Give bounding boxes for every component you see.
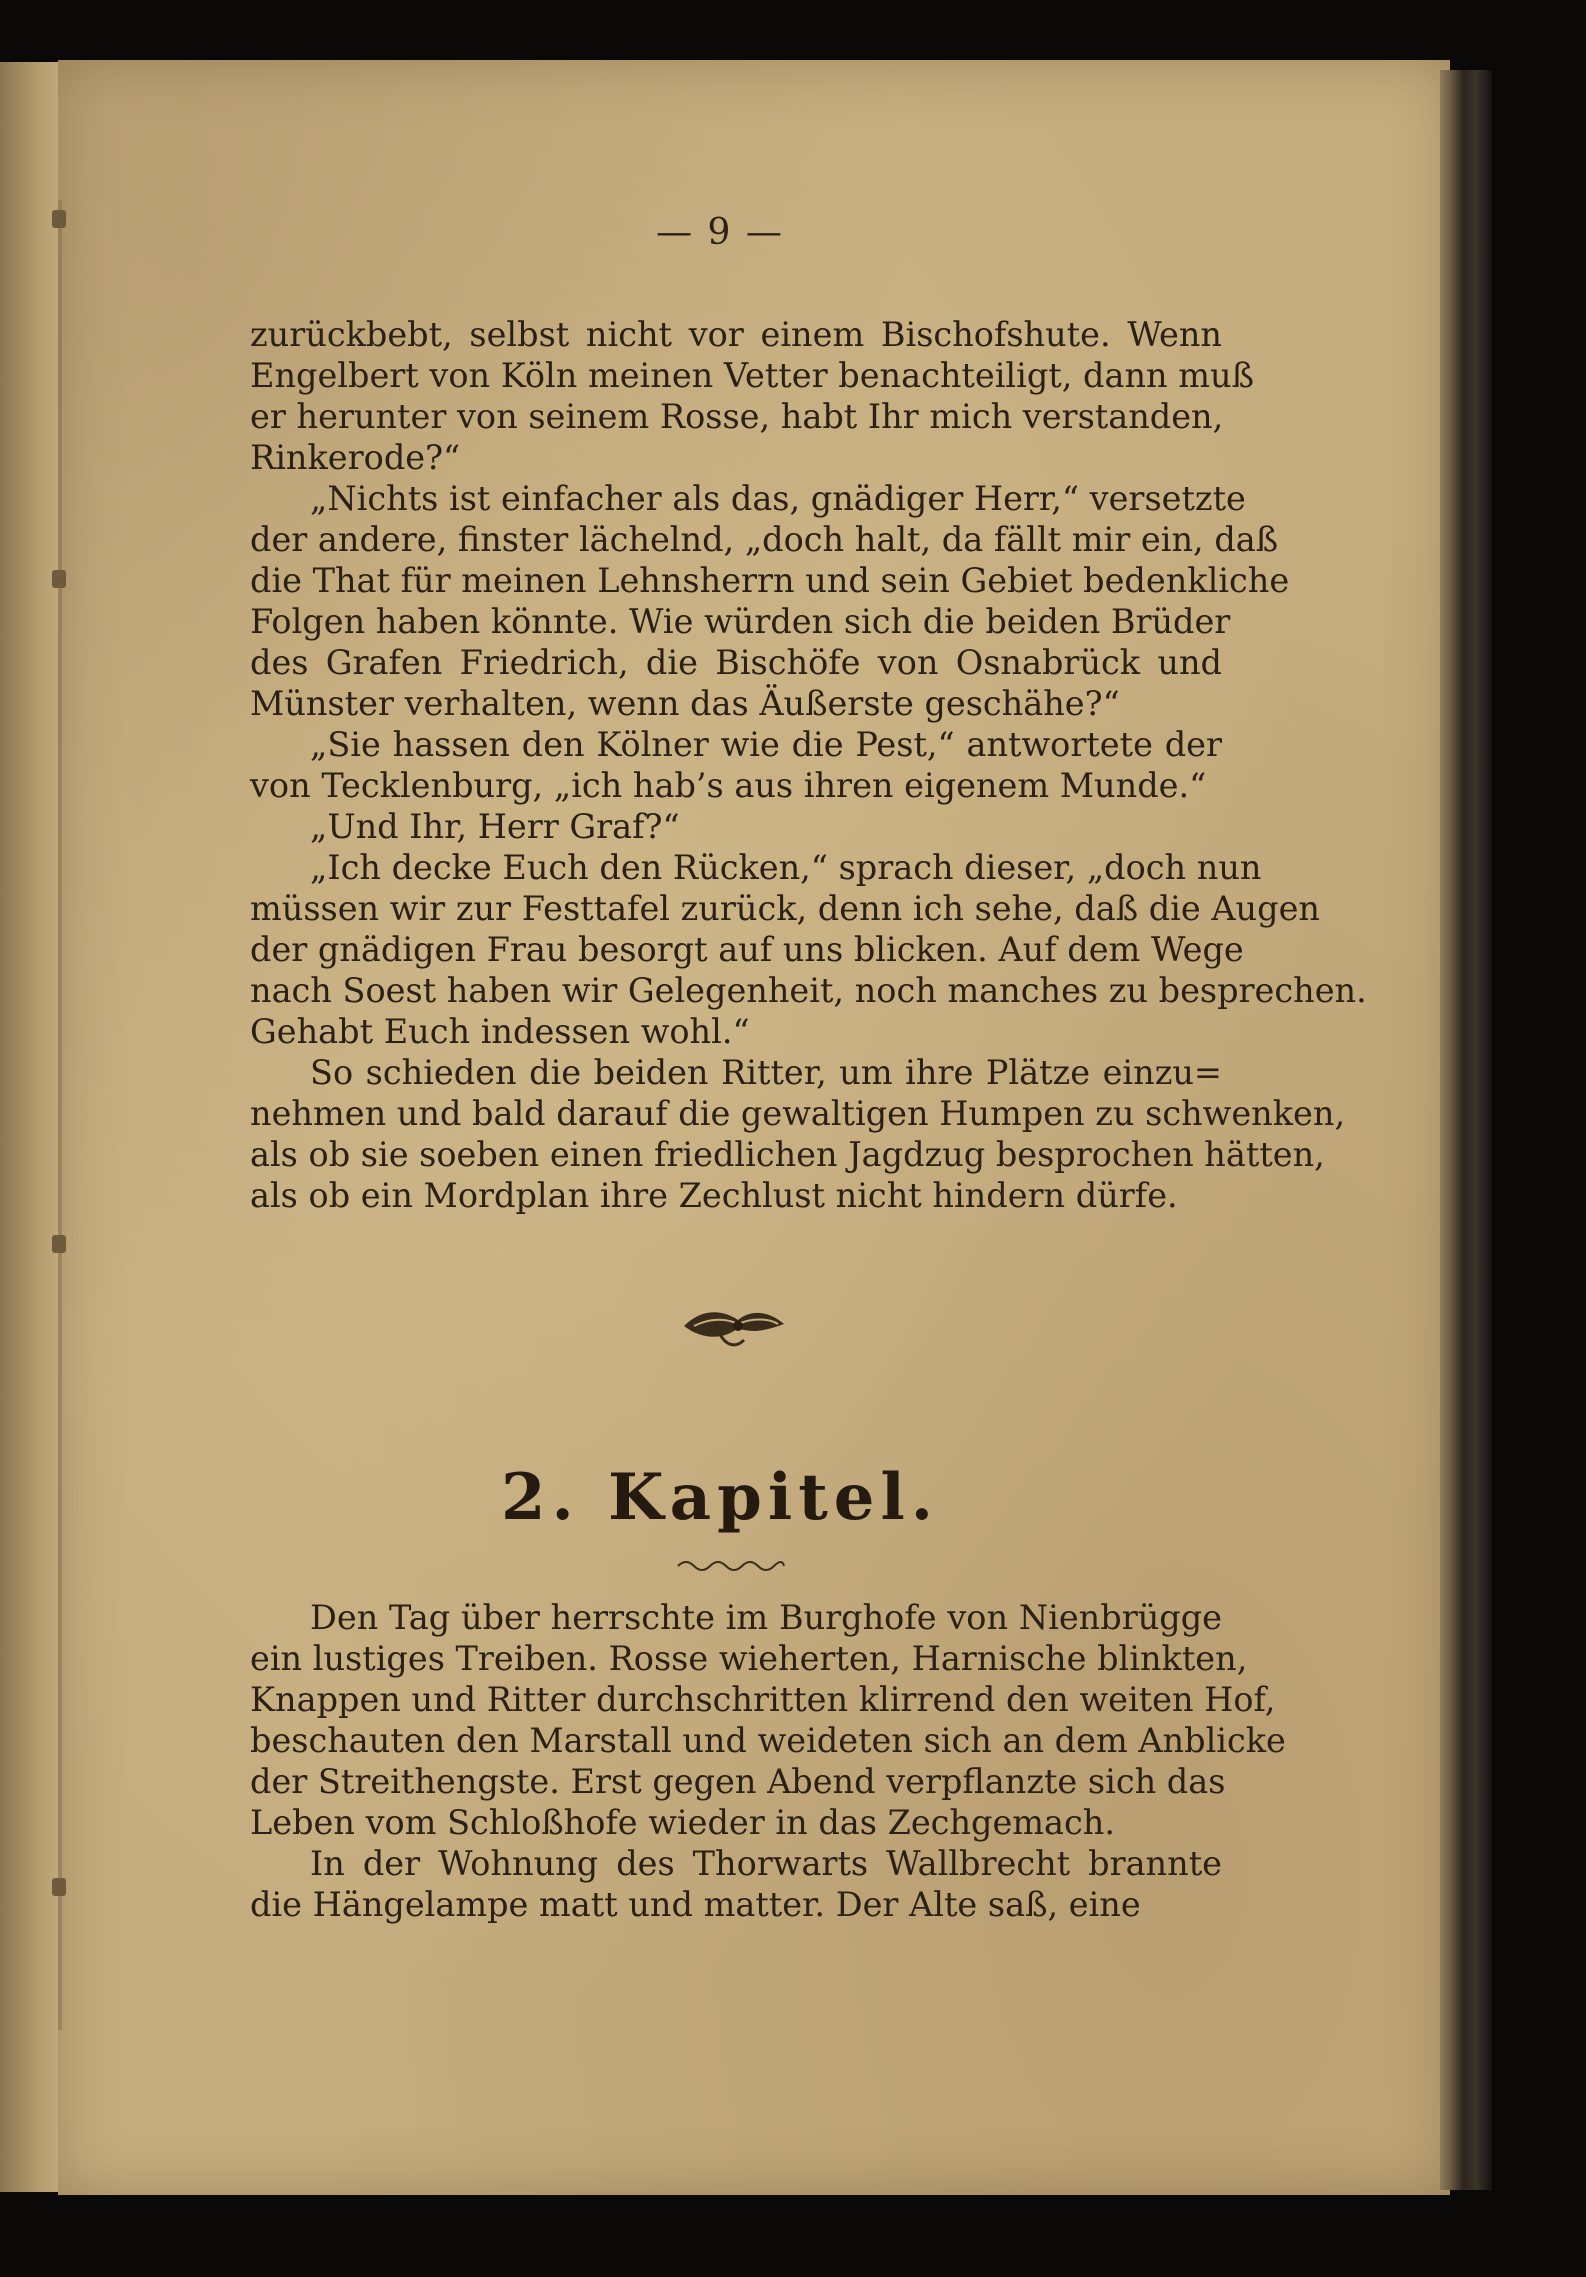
text-line: „Und Ihr, Herr Graf?“: [310, 807, 680, 846]
text-line: Rinkerode?“: [250, 438, 461, 477]
divider-squiggle-icon: [676, 1556, 786, 1576]
text-line: So schieden die beiden Ritter, um ihre Plätze einzu=: [310, 1053, 1222, 1092]
text-line: „Ich decke Euch den Rücken,“ sprach dieser, „doch nun: [310, 848, 1262, 887]
text-line: er herunter von seinem Rosse, habt Ihr mich verstanden,: [250, 397, 1224, 436]
text-line: „Nichts ist einfacher als das, gnädiger Herr,“ versetzte: [310, 479, 1246, 518]
body-text-top: [250, 314, 1367, 1216]
text-line: die Hängelampe matt und matter. Der Alte saß, eine: [250, 1885, 1141, 1924]
text-line: Den Tag über herrschte im Burghofe von Nienbrügge: [310, 1598, 1222, 1637]
binding-stitch: [52, 1878, 66, 1896]
text-line: In der Wohnung des Thorwarts Wallbrecht brannte: [310, 1844, 1222, 1883]
text-line: als ob sie soeben einen friedlichen Jagdzug besprochen hätten,: [250, 1135, 1325, 1174]
binding-stitch: [52, 570, 66, 588]
text-line: der gnädigen Frau besorgt auf uns blicken. Auf dem Wege: [250, 930, 1244, 969]
text-line: die That für meinen Lehnsherrn und sein Gebiet bedenkliche: [250, 561, 1290, 600]
text-line: der Streithengste. Erst gegen Abend verpflanzte sich das: [250, 1762, 1226, 1801]
text-line: Gehabt Euch indessen wohl.“: [250, 1012, 750, 1051]
text-line: zurückbebt, selbst nicht vor einem Bischofshute. Wenn: [250, 315, 1222, 354]
book-spine: [1440, 70, 1492, 2190]
binding-gutter: [58, 200, 62, 2030]
text-line: nach Soest haben wir Gelegenheit, noch manches zu besprechen.: [250, 971, 1367, 1010]
leaf-ornament-icon: [680, 1300, 790, 1352]
text-line: nehmen und bald darauf die gewaltigen Humpen zu schwenken,: [250, 1094, 1346, 1133]
text-line: müssen wir zur Festtafel zurück, denn ich sehe, daß die Augen: [250, 889, 1320, 928]
text-line: Leben vom Schloßhofe wieder in das Zechgemach.: [250, 1803, 1116, 1842]
text-line: Knappen und Ritter durchschritten klirrend den weiten Hof,: [250, 1680, 1276, 1719]
text-line: Engelbert von Köln meinen Vetter benachteiligt, dann muß: [250, 356, 1254, 395]
body-text-bottom: [250, 1597, 1286, 1925]
binding-stitch: [52, 210, 66, 228]
text-line: der andere, finster lächelnd, „doch halt, da fällt mir ein, daß: [250, 520, 1279, 559]
text-line: von Tecklenburg, „ich hab’s aus ihren eigenem Munde.“: [250, 766, 1207, 805]
text-line: „Sie hassen den Kölner wie die Pest,“ antwortete der: [310, 725, 1222, 764]
text-line: Folgen haben könnte. Wie würden sich die beiden Brüder: [250, 602, 1231, 641]
text-line: Münster verhalten, wenn das Äußerste geschähe?“: [250, 684, 1120, 723]
text-line: als ob ein Mordplan ihre Zechlust nicht hindern dürfe.: [250, 1176, 1178, 1215]
chapter-heading: 2. Kapitel.: [500, 1460, 940, 1535]
text-line: beschauten den Marstall und weideten sich an dem Anblicke: [250, 1721, 1286, 1760]
page-number: — 9 —: [656, 212, 784, 253]
text-line: des Grafen Friedrich, die Bischöfe von Osnabrück und: [250, 643, 1222, 682]
binding-stitch: [52, 1235, 66, 1253]
text-line: ein lustiges Treiben. Rosse wieherten, Harnische blinkten,: [250, 1639, 1248, 1678]
